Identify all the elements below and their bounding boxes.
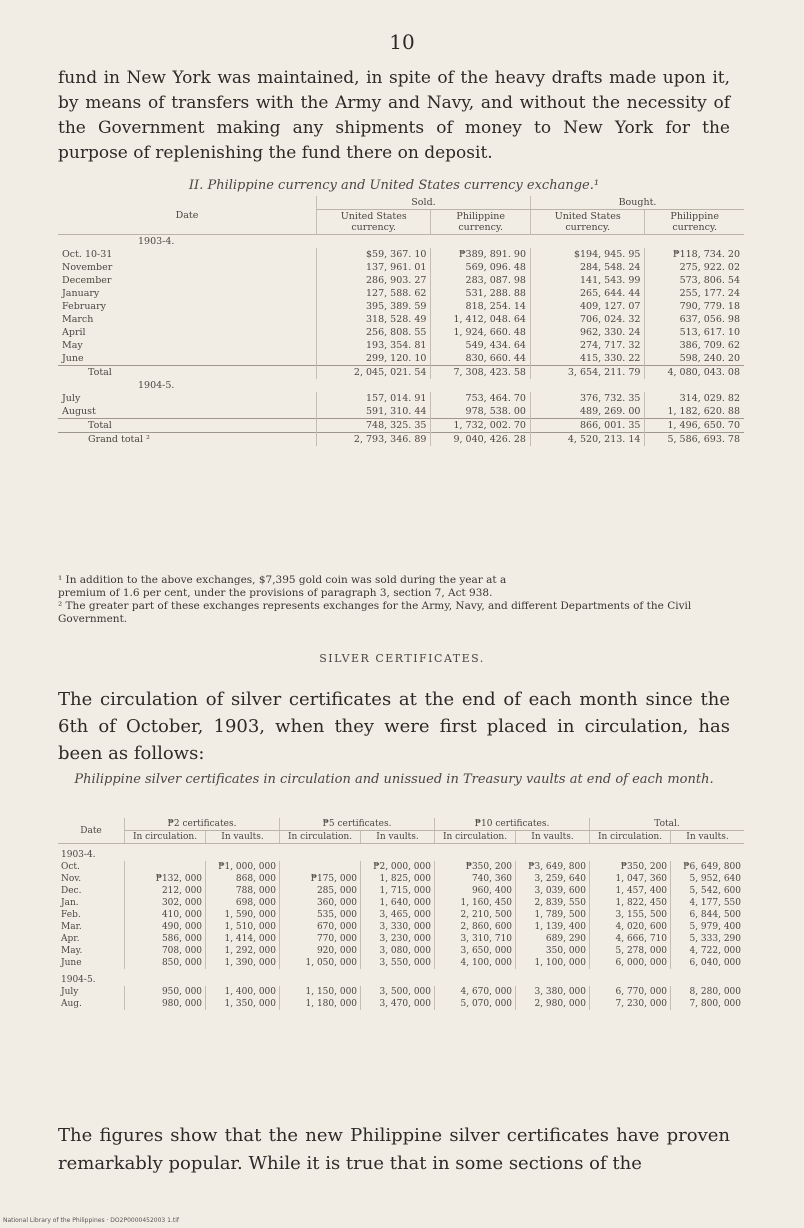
table-row [58, 933, 744, 945]
value-cell: 302, 000 [125, 897, 206, 909]
table-row [58, 287, 744, 300]
value-cell: 962, 330. 24 [530, 326, 644, 339]
value-cell: 212, 000 [125, 885, 206, 897]
value-cell: 5, 278, 000 [590, 945, 671, 957]
value-cell: 2, 980, 000 [516, 998, 590, 1010]
date-cell: Oct. 10-31 [62, 249, 113, 260]
value-cell: 637, 056. 98 [645, 313, 744, 326]
year-row [58, 235, 744, 249]
year-row [58, 969, 744, 986]
value-cell: 285, 000 [280, 885, 361, 897]
value-cell: 586, 000 [125, 933, 206, 945]
value-cell: ₱132, 000 [125, 873, 206, 885]
value-cell: 698, 000 [206, 897, 280, 909]
value-cell: 740, 360 [435, 873, 516, 885]
value-cell: 386, 709. 62 [645, 339, 744, 352]
group-header: ₱10 certificates. [435, 818, 590, 831]
table-row [58, 998, 744, 1010]
value-cell: 256, 808. 55 [317, 326, 431, 339]
subheader: In vaults. [516, 831, 590, 844]
date-cell: June [62, 353, 84, 364]
value-cell: 866, 001. 35 [530, 419, 644, 433]
value-cell: 1, 292, 000 [206, 945, 280, 957]
value-cell: 274, 717. 32 [530, 339, 644, 352]
value-cell: 141, 543. 99 [530, 274, 644, 287]
value-cell: 4, 520, 213. 14 [530, 433, 644, 447]
date-cell: August [62, 406, 96, 417]
value-cell: 299, 120. 10 [317, 352, 431, 366]
value-cell: ₱350, 200 [435, 861, 516, 873]
year-label: 1903-4. [138, 236, 175, 247]
date-cell: Feb. [61, 910, 81, 920]
value-cell: 1, 496, 650. 70 [645, 419, 744, 433]
subheader: In vaults. [206, 831, 280, 844]
value-cell: 409, 127. 07 [530, 300, 644, 313]
value-cell: 489, 269. 00 [530, 405, 644, 419]
value-cell: 1, 350, 000 [206, 998, 280, 1010]
table1-caption: II. Philippine currency and United States currency exchange.¹ [188, 178, 600, 193]
value-cell: 376, 732. 35 [530, 392, 644, 405]
value-cell: 3, 230, 000 [361, 933, 435, 945]
table-row [58, 861, 744, 873]
value-cell: 2, 793, 346. 89 [317, 433, 431, 447]
footnote-2: ² The greater part of these exchanges represents exchanges for the Army, Navy, and different Departments of the Civil Government. [58, 600, 692, 625]
value-cell: 689, 290 [516, 933, 590, 945]
value-cell: 3, 550, 000 [361, 957, 435, 969]
value-cell: 920, 000 [280, 945, 361, 957]
value-cell: 5, 070, 000 [435, 998, 516, 1010]
value-cell: 3, 039, 600 [516, 885, 590, 897]
value-cell: 6, 040, 000 [671, 957, 744, 969]
date-cell: February [62, 301, 107, 312]
certificates-table [58, 818, 744, 1010]
value-cell: 157, 014. 91 [317, 392, 431, 405]
value-cell: 748, 325. 35 [317, 419, 431, 433]
value-cell: 978, 538. 00 [431, 405, 531, 419]
value-cell: 137, 961. 01 [317, 261, 431, 274]
value-cell: 1, 160, 450 [435, 897, 516, 909]
value-cell: 5, 952, 640 [671, 873, 744, 885]
value-cell: 4, 670, 000 [435, 986, 516, 998]
date-cell: May [62, 340, 83, 351]
section-heading: SILVER CERTIFICATES. [319, 652, 485, 665]
value-cell: 3, 310, 710 [435, 933, 516, 945]
value-cell: 3, 500, 000 [361, 986, 435, 998]
table-row [58, 261, 744, 274]
value-cell: 549, 434. 64 [431, 339, 531, 352]
subheader: In circulation. [125, 831, 206, 844]
exchange-table [58, 196, 744, 446]
table-row [58, 326, 744, 339]
table-row [58, 921, 744, 933]
value-cell [125, 861, 206, 873]
table-row [58, 986, 744, 998]
value-cell: 2, 210, 500 [435, 909, 516, 921]
paragraph-fund: fund in New York was maintained, in spite of the heavy drafts made upon it, by means of transfers with the Army and Navy, and without the necessity of the Government making any shipments of money to New York for the purpose of replenishing the fund there on deposit. [58, 68, 730, 163]
value-cell: 127, 588. 62 [317, 287, 431, 300]
value-cell: 2, 839, 550 [516, 897, 590, 909]
date-cell: April [62, 327, 86, 338]
value-cell: 4, 666, 710 [590, 933, 671, 945]
value-cell: 1, 050, 000 [280, 957, 361, 969]
year-row [58, 379, 744, 392]
date-cell: Jan. [61, 898, 79, 908]
value-cell: $194, 945. 95 [530, 248, 644, 261]
value-cell: 3, 380, 000 [516, 986, 590, 998]
date-cell: Mar. [61, 922, 82, 932]
value-cell: 1, 715, 000 [361, 885, 435, 897]
value-cell: 3, 330, 000 [361, 921, 435, 933]
footer-source: National Library of the Philippines · DO2P0000452003 1.tif [3, 1217, 180, 1224]
value-cell: 598, 240. 20 [645, 352, 744, 366]
grand-total-row [58, 433, 744, 447]
value-cell: 868, 000 [206, 873, 280, 885]
table-row [58, 300, 744, 313]
value-cell: 980, 000 [125, 998, 206, 1010]
value-cell: 5, 586, 693. 78 [645, 433, 744, 447]
value-cell: 1, 390, 000 [206, 957, 280, 969]
table2-caption: Philippine silver certificates in circulation and unissued in Treasury vaults at end of each month. [74, 772, 714, 787]
date-cell: July [61, 987, 79, 997]
table-row [58, 873, 744, 885]
date-cell: Dec. [61, 886, 82, 896]
subheader: In vaults. [671, 831, 744, 844]
table-row [58, 945, 744, 957]
value-cell: 3, 259, 640 [516, 873, 590, 885]
value-cell: ₱350, 200 [590, 861, 671, 873]
value-cell: 1, 180, 000 [280, 998, 361, 1010]
value-cell: 350, 000 [516, 945, 590, 957]
value-cell: 591, 310. 44 [317, 405, 431, 419]
value-cell: 1, 047, 360 [590, 873, 671, 885]
value-cell: ₱3, 649, 800 [516, 861, 590, 873]
table-row [58, 392, 744, 405]
value-cell: 753, 464. 70 [431, 392, 531, 405]
value-cell: 3, 465, 000 [361, 909, 435, 921]
table-row [58, 248, 744, 261]
value-cell: 283, 087. 98 [431, 274, 531, 287]
value-cell: 1, 139, 400 [516, 921, 590, 933]
value-cell: 531, 288. 88 [431, 287, 531, 300]
value-cell: 4, 177, 550 [671, 897, 744, 909]
value-cell: 569, 096. 48 [431, 261, 531, 274]
group-header: ₱2 certificates. [125, 818, 280, 831]
value-cell: 410, 000 [125, 909, 206, 921]
date-cell: January [62, 288, 100, 299]
value-cell: 7, 230, 000 [590, 998, 671, 1010]
value-cell: 4, 020, 600 [590, 921, 671, 933]
value-cell: 1, 590, 000 [206, 909, 280, 921]
value-cell: 708, 000 [125, 945, 206, 957]
subheader: In circulation. [280, 831, 361, 844]
value-cell: 6, 770, 000 [590, 986, 671, 998]
value-cell: 1, 510, 000 [206, 921, 280, 933]
value-cell: 790, 779. 18 [645, 300, 744, 313]
value-cell: 284, 548. 24 [530, 261, 644, 274]
paragraph-silver: The circulation of silver certificates at the end of each month since the 6th of October, 1903, when they were first placed in circulation, has been as follows: [58, 689, 730, 764]
header-date: Date [58, 818, 125, 844]
value-cell: 960, 400 [435, 885, 516, 897]
value-cell: 4, 722, 000 [671, 945, 744, 957]
value-cell: 5, 979, 400 [671, 921, 744, 933]
value-cell: 1, 400, 000 [206, 986, 280, 998]
value-cell: 265, 644. 44 [530, 287, 644, 300]
date-cell: Oct. [61, 862, 80, 872]
value-cell: 1, 412, 048. 64 [431, 313, 531, 326]
table-row [58, 405, 744, 419]
table-row [58, 313, 744, 326]
value-cell: 950, 000 [125, 986, 206, 998]
value-cell: 3, 654, 211. 79 [530, 366, 644, 380]
value-cell: 513, 617. 10 [645, 326, 744, 339]
value-cell: 535, 000 [280, 909, 361, 921]
table-row [58, 909, 744, 921]
value-cell: 3, 155, 500 [590, 909, 671, 921]
value-cell: 1, 789, 500 [516, 909, 590, 921]
value-cell: 490, 000 [125, 921, 206, 933]
table-row [58, 339, 744, 352]
value-cell: 8, 280, 000 [671, 986, 744, 998]
value-cell: 5, 333, 290 [671, 933, 744, 945]
subheader: In circulation. [435, 831, 516, 844]
value-cell: 2, 860, 600 [435, 921, 516, 933]
paragraph-figures: The figures show that the new Philippine silver certificates have proven remarkably popular. While it is true that in some sections of the [58, 1125, 730, 1174]
value-cell: 3, 650, 000 [435, 945, 516, 957]
date-cell: December [62, 275, 112, 286]
value-cell: ₱389, 891. 90 [431, 248, 531, 261]
value-cell: 415, 330. 22 [530, 352, 644, 366]
value-cell: 670, 000 [280, 921, 361, 933]
total-row [58, 366, 744, 380]
date-cell: Total [58, 366, 317, 380]
table-row [58, 897, 744, 909]
date-cell: Nov. [61, 874, 82, 884]
value-cell: 1, 924, 660. 48 [431, 326, 531, 339]
group-header: Total. [590, 818, 745, 831]
value-cell: ₱6, 649, 800 [671, 861, 744, 873]
year-row [58, 844, 744, 862]
header-date: Date [58, 196, 317, 235]
value-cell: 830, 660. 44 [431, 352, 531, 366]
date-cell: Grand total ² [58, 433, 317, 447]
value-cell: 1, 457, 400 [590, 885, 671, 897]
value-cell: 275, 922. 02 [645, 261, 744, 274]
value-cell: 6, 000, 000 [590, 957, 671, 969]
value-cell: 193, 354. 81 [317, 339, 431, 352]
subheader: United States currency. [530, 210, 644, 235]
value-cell: $59, 367. 10 [317, 248, 431, 261]
subheader: In vaults. [361, 831, 435, 844]
footnote-1-cont: premium of 1.6 per cent, under the provisions of paragraph 3, section 7, Act 938. [58, 587, 493, 599]
value-cell: ₱118, 734. 20 [645, 248, 744, 261]
subheader: Philippine currency. [645, 210, 744, 235]
value-cell: 4, 100, 000 [435, 957, 516, 969]
value-cell: 255, 177. 24 [645, 287, 744, 300]
page-number: 10 [389, 30, 415, 54]
value-cell: 6, 844, 500 [671, 909, 744, 921]
table-row [58, 957, 744, 969]
value-cell: 1, 182, 620. 88 [645, 405, 744, 419]
date-cell: Total [58, 419, 317, 433]
value-cell: 9, 040, 426. 28 [431, 433, 531, 447]
value-cell: 788, 000 [206, 885, 280, 897]
value-cell: 1, 100, 000 [516, 957, 590, 969]
table-row [58, 885, 744, 897]
year-label: 1904-5. [138, 380, 175, 391]
value-cell: 770, 000 [280, 933, 361, 945]
subheader: United States currency. [317, 210, 431, 235]
value-cell: 1, 825, 000 [361, 873, 435, 885]
footnote-1: ¹ In addition to the above exchanges, $7,395 gold coin was sold during the year at a [58, 574, 507, 586]
value-cell: ₱175, 000 [280, 873, 361, 885]
value-cell: 7, 800, 000 [671, 998, 744, 1010]
year-label: 1904-5. [61, 975, 96, 985]
header-sold: Sold. [317, 196, 531, 210]
value-cell: 1, 640, 000 [361, 897, 435, 909]
value-cell: 573, 806. 54 [645, 274, 744, 287]
value-cell: 1, 414, 000 [206, 933, 280, 945]
value-cell: 5, 542, 600 [671, 885, 744, 897]
year-label: 1903-4. [61, 850, 96, 860]
value-cell: 7, 308, 423. 58 [431, 366, 531, 380]
date-cell: July [62, 393, 81, 404]
value-cell: 818, 254. 14 [431, 300, 531, 313]
date-cell: Aug. [61, 999, 82, 1009]
value-cell: 2, 045, 021. 54 [317, 366, 431, 380]
total-row [58, 419, 744, 433]
date-cell: November [62, 262, 113, 273]
table-row [58, 352, 744, 366]
value-cell: 3, 080, 000 [361, 945, 435, 957]
value-cell: 850, 000 [125, 957, 206, 969]
subheader: Philippine currency. [431, 210, 531, 235]
table-row [58, 274, 744, 287]
group-header: ₱5 certificates. [280, 818, 435, 831]
date-cell: June [61, 958, 82, 968]
subheader: In circulation. [590, 831, 671, 844]
value-cell: ₱1, 000, 000 [206, 861, 280, 873]
value-cell: 286, 903. 27 [317, 274, 431, 287]
value-cell [280, 861, 361, 873]
date-cell: March [62, 314, 94, 325]
value-cell: 1, 822, 450 [590, 897, 671, 909]
value-cell: 706, 024. 32 [530, 313, 644, 326]
value-cell: 318, 528. 49 [317, 313, 431, 326]
header-bought: Bought. [530, 196, 744, 210]
value-cell: 4, 080, 043. 08 [645, 366, 744, 380]
value-cell: 1, 150, 000 [280, 986, 361, 998]
date-cell: Apr. [61, 934, 80, 944]
value-cell: 314, 029. 82 [645, 392, 744, 405]
value-cell: ₱2, 000, 000 [361, 861, 435, 873]
value-cell: 360, 000 [280, 897, 361, 909]
value-cell: 395, 389. 59 [317, 300, 431, 313]
value-cell: 3, 470, 000 [361, 998, 435, 1010]
date-cell: May. [61, 946, 83, 956]
value-cell: 1, 732, 002. 70 [431, 419, 531, 433]
